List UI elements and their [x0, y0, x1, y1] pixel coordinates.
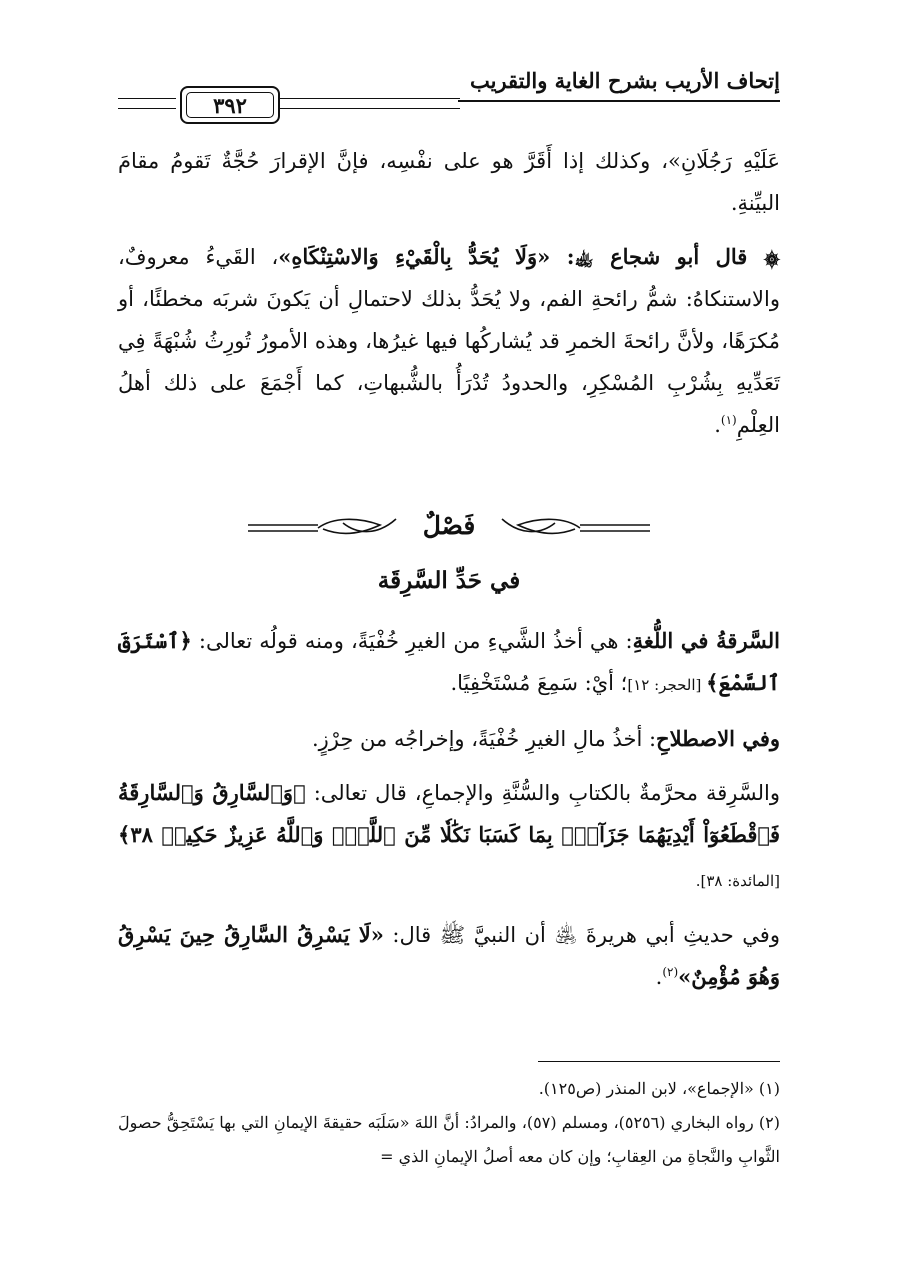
page-number: ٣٩٢: [186, 92, 274, 118]
paragraph-hadith: [118, 914, 780, 998]
matn-end: .: [714, 413, 721, 437]
footnote-ref-1[interactable]: (١): [720, 413, 737, 427]
paragraph-ruling: [118, 772, 780, 902]
footnote-ref-2[interactable]: (٢): [662, 965, 679, 979]
lang-verse-ref: [الحجر: ١٢]: [627, 676, 707, 694]
running-header: [118, 62, 780, 126]
lang-text: : هي أخذُ الشَّيءِ من الغيرِ خُفْيَةً، ومنه قولُه تعالى:: [191, 629, 633, 653]
hadith-intro: وفي حديثِ أبي هريرةَ ﵁ أن النبيَّ ﷺ قال:: [383, 923, 780, 947]
paragraph-lang-definition: [118, 620, 780, 706]
section-subtitle: في حَدِّ السَّرِقَة: [377, 567, 521, 594]
footnote-separator: [538, 1061, 780, 1062]
term-label: وفي الاصطلاحِ: [656, 726, 780, 751]
footnote-1: (١) «الإجماع»، لابن المنذر (ص١٢٥).: [538, 1079, 780, 1098]
matn-explanation: ، القَيءُ معروفٌ، والاستنكاهُ: شمُّ رائحةِ الفم، ولا يُحَدُّ بذلك لاحتمالِ أن يَكونَ شربَه مخطئًا، أو مُكرَهًا، ولأنَّ رائحةَ الخمرِ قد يُشاركُها فيها غيرُها، وهذه الأمورُ تُورِثُ شُبْهَةً فِي تَعَدِّيهِ بِشُرْبِ المُسْكِرِ، والحدودُ تُدْرَأُ بالشُّبهاتِ، كما أَجْمَعَ على ذلك أهلُ العِلْمِ: [118, 245, 780, 437]
lang-text-2: ؛ أيْ: سَمِعَ مُسْتَخْفِيًا.: [450, 671, 628, 695]
ruling-verse: ﴿وَٱلسَّارِقُ وَٱلسَّارِقَةُ فَٱقْطَعُوٓاْ أَيْدِيَهُمَا جَزَآءَۢ بِمَا كَسَبَا نَكَٰلٗا مِّنَ ٱللَّهِۗ وَٱللَّهُ عَزِيزٌ حَكِيمٞ ٣٨﴾: [118, 780, 780, 847]
lang-verse: ﴿ٱسْتَرَقَ ٱلسَّمْعَ﴾: [118, 628, 780, 695]
paragraph-intro: عَلَيْهِ رَجُلَانِ»، وكذلك إذا أَقَرَّ هو على نفْسِه، فإنَّ الإقرارَ حُجَّةٌ تَقومُ مقامَ البيِّنةِ.: [118, 149, 780, 215]
ruling-text: والسَّرِقة محرَّمةٌ بالكتابِ والسُّنَّةِ والإجماعِ، قال تعالى:: [305, 781, 780, 805]
footnotes: [118, 1072, 780, 1174]
lower-text: [118, 620, 780, 998]
lang-label: السَّرقةُ في اللُّغةِ: [632, 628, 780, 653]
footnote-2: (٢) رواه البخاري (٥٢٥٦)، ومسلم (٥٧)، والمرادُ: أنَّ اللهَ «سَلَبَه حقيقةَ الإيمانِ التي بها يَسْتَحِقُّ حصولَ الثَّوابِ والنَّجاةِ من العِقابِ؛ وإن كان معه أصلُ الإيمانِ الذي =: [118, 1113, 781, 1166]
header-double-rule-right: [280, 98, 460, 109]
hadith-end: .: [655, 965, 663, 989]
section-ornament: [118, 507, 780, 551]
paragraph-term-definition: [118, 718, 780, 760]
section-label: فَصْلٌ: [422, 511, 476, 540]
upper-text: [118, 140, 780, 446]
term-text: : أخذُ مالِ الغيرِ خُفْيَةً، وإخراجُه من حِرْزٍ.: [311, 727, 657, 751]
ruling-verse-ref: [المائدة: ٣٨].: [695, 872, 780, 890]
page-number-frame: [180, 86, 280, 124]
matn-quote: «وَلَا يُحَدُّ بِالْقَيْءِ وَالاسْتِنْكَاهِ»: [278, 244, 551, 269]
title-underline: [458, 100, 780, 102]
matn-author: ۞ قال أبو شجاع ﵀:: [550, 244, 780, 269]
header-double-rule-left: [118, 98, 176, 109]
paragraph-matn: [118, 236, 780, 446]
book-title: إتحاف الأريب بشرح الغاية والتقريب: [469, 68, 780, 93]
hadith-text: «لَا يَسْرِقُ السَّارِقُ حِينَ يَسْرِقُ وَهُوَ مُؤْمِنٌ»: [118, 922, 780, 989]
